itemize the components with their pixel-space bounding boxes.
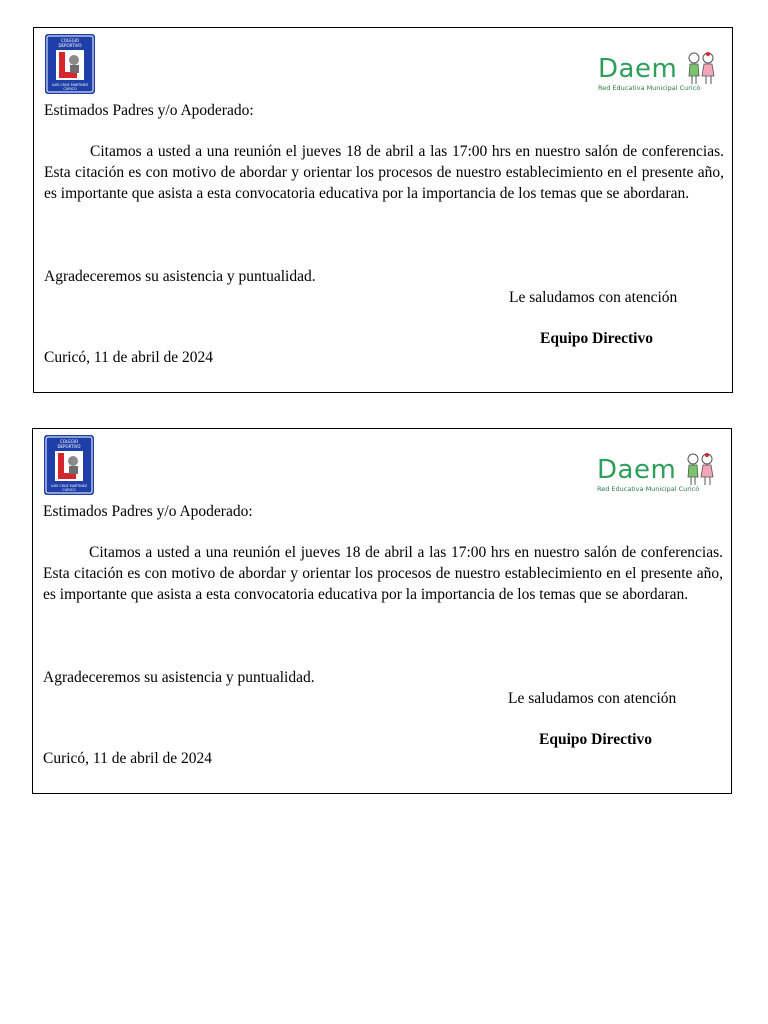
greeting: Estimados Padres y/o Apoderado: — [43, 503, 253, 520]
daem-logo — [595, 451, 717, 501]
svg-text:COLEGIO: COLEGIO — [59, 439, 79, 444]
thanks-line: Agradeceremos su asistencia y puntualidad. — [44, 268, 316, 285]
children-drawing-icon — [683, 451, 719, 491]
svg-text:LUIS CRUZ MARTINEZ: LUIS CRUZ MARTINEZ — [50, 484, 88, 488]
signature: Equipo Directivo — [539, 731, 652, 748]
signature: Equipo Directivo — [540, 330, 653, 347]
citation-card — [32, 428, 732, 794]
daem-logo-subtitle: Red Educativa Municipal Curicó — [598, 84, 701, 92]
daem-logo-subtitle: Red Educativa Municipal Curicó — [597, 485, 700, 493]
place-date: Curicó, 11 de abril de 2024 — [43, 750, 213, 767]
citation-card — [33, 27, 733, 393]
greeting: Estimados Padres y/o Apoderado: — [44, 102, 254, 119]
daem-logo-word: Daem — [597, 455, 677, 485]
school-crest-icon — [43, 434, 95, 496]
daem-logo-word: Daem — [598, 54, 678, 84]
body-paragraph: Citamos a usted a una reunión el jueves 18 de abril a las 17:00 hrs en nuestro salón de conferencias. Esta citación es con motivo de abordar y orientar los procesos de nuestro establecimiento en el presente año, es importante que asista a esta convocatoria educativa por la importancia de los temas que se abordaran. — [44, 143, 724, 202]
svg-text:DEPORTIVO: DEPORTIVO — [58, 43, 82, 48]
svg-text:LUIS CRUZ MARTINEZ: LUIS CRUZ MARTINEZ — [51, 83, 89, 87]
regards-line: Le saludamos con atención — [508, 690, 677, 707]
regards-line: Le saludamos con atención — [509, 289, 678, 306]
svg-text:COLEGIO: COLEGIO — [60, 38, 80, 43]
school-crest-icon — [44, 33, 96, 95]
svg-text:DEPORTIVO: DEPORTIVO — [57, 444, 81, 449]
place-date: Curicó, 11 de abril de 2024 — [44, 349, 214, 366]
children-drawing-icon — [684, 50, 720, 90]
thanks-line: Agradeceremos su asistencia y puntualidad. — [43, 669, 315, 686]
daem-logo — [596, 50, 718, 100]
svg-text:CURICO: CURICO — [62, 488, 76, 492]
body-paragraph: Citamos a usted a una reunión el jueves 18 de abril a las 17:00 hrs en nuestro salón de conferencias. Esta citación es con motivo de abordar y orientar los procesos de nuestro establecimiento en el presente año, es importante que asista a esta convocatoria educativa por la importancia de los temas que se abordaran. — [43, 544, 723, 603]
svg-text:CURICO: CURICO — [63, 87, 77, 91]
